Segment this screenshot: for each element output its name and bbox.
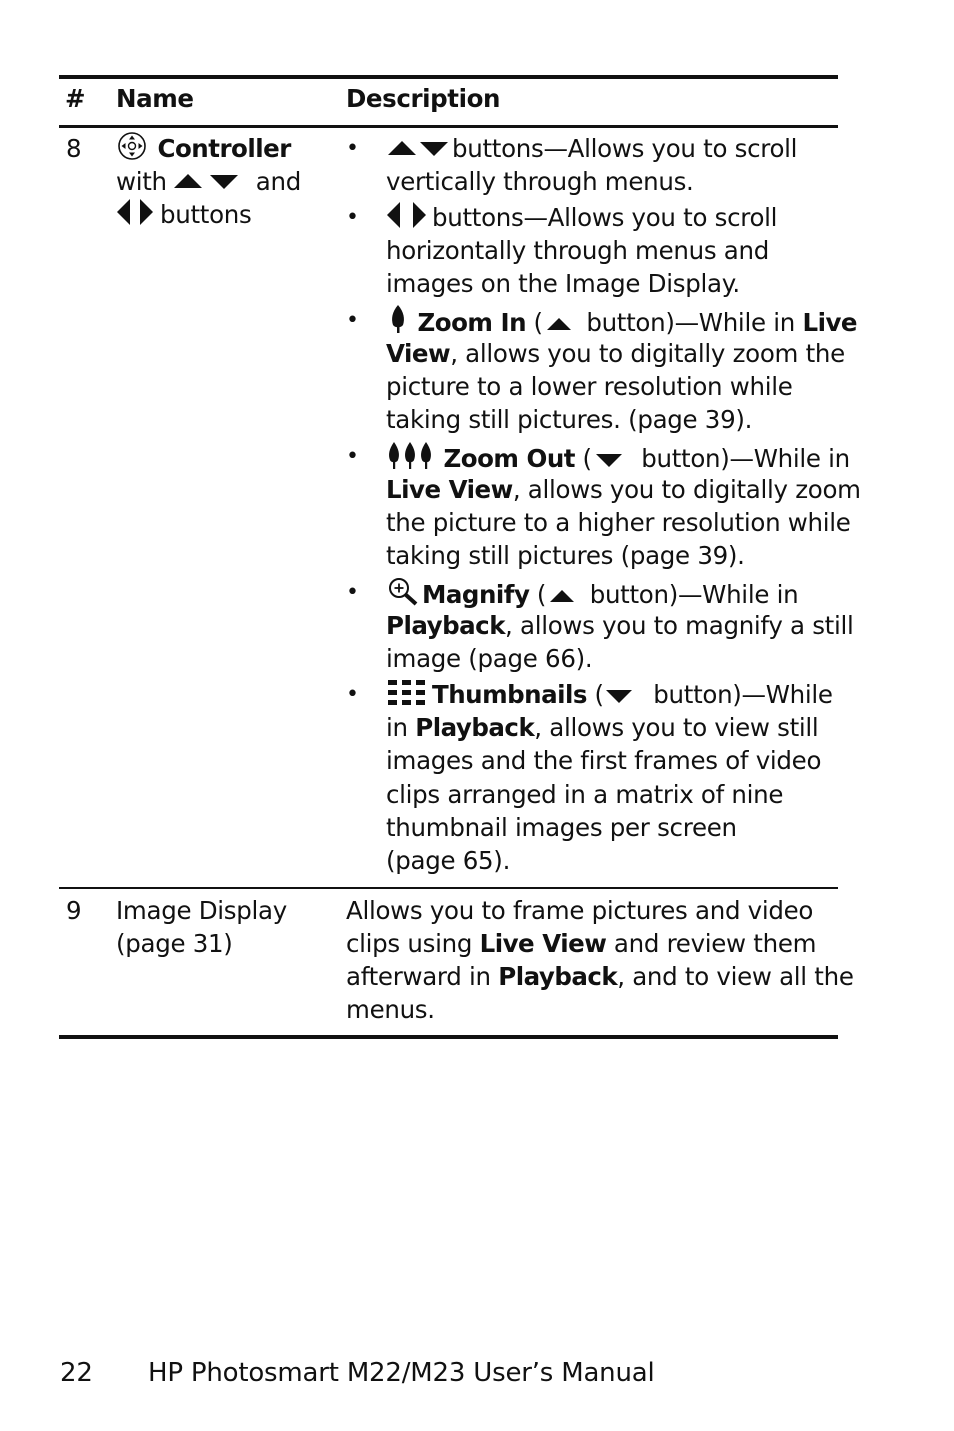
header-description: Description xyxy=(346,84,501,113)
row9-desc-line4: menus. xyxy=(346,995,435,1024)
row8-name-line3 xyxy=(116,198,251,231)
row9-desc-line3: afterward in Playback, and to view all the xyxy=(346,962,854,991)
down-arrow-icon xyxy=(604,686,646,706)
row8-name-line2 xyxy=(116,165,301,198)
thumbnails-label: Thumbnails xyxy=(432,680,588,709)
row9-number: 9 xyxy=(66,896,82,925)
zoom-out-label: Zoom Out xyxy=(443,444,575,473)
row8-name-line1 xyxy=(116,132,291,165)
bullet: • xyxy=(346,444,359,469)
bullet5-line3: image (page 66). xyxy=(386,644,593,673)
row9-desc-line2: clips using Live View and review them xyxy=(346,929,817,958)
up-down-arrows-icon xyxy=(174,171,248,193)
left-right-arrows-icon xyxy=(116,198,160,226)
down-arrow-icon xyxy=(210,175,238,189)
bullet: • xyxy=(346,682,359,707)
bullet: • xyxy=(346,136,359,161)
header-num: # xyxy=(65,84,86,113)
bullet: • xyxy=(346,580,359,605)
bullet5-line1: Magnify ( button)—While in xyxy=(386,576,798,611)
up-arrow-icon xyxy=(543,314,579,334)
bullet2-line2: horizontally through menus and xyxy=(386,236,769,265)
bullet1-line1: buttons—Allows you to scroll xyxy=(386,132,797,165)
row9-name-line2: (page 31) xyxy=(116,929,233,958)
bullet6-line6: (page 65). xyxy=(386,846,511,875)
table-top-rule xyxy=(59,75,838,79)
up-arrow-icon xyxy=(546,586,582,606)
with-text: with xyxy=(116,167,167,196)
bullet2-line1: buttons—Allows you to scroll xyxy=(386,201,777,234)
up-arrow-icon xyxy=(174,174,202,188)
bullet6-line5: thumbnail images per screen xyxy=(386,813,737,842)
bullet3-line2: View, allows you to digitally zoom the xyxy=(386,339,845,368)
row8-number: 8 xyxy=(66,134,82,163)
header-bottom-rule xyxy=(59,125,838,128)
bullet: • xyxy=(346,308,359,333)
controller-label: Controller xyxy=(157,134,291,163)
bullet5-line2: Playback, allows you to magnify a still xyxy=(386,611,854,640)
bullet6-line2: in Playback, allows you to view still xyxy=(386,713,819,742)
bullet3-line3: picture to a lower resolution while xyxy=(386,372,793,401)
bullet3-line4: taking still pictures. (page 39). xyxy=(386,405,753,434)
bullet4-line3: the picture to a higher resolution while xyxy=(386,508,851,537)
manual-title: HP Photosmart M22/M23 User’s Manual xyxy=(148,1358,655,1388)
bullet: • xyxy=(346,205,359,230)
table-bottom-rule xyxy=(59,1035,838,1039)
header-name: Name xyxy=(116,84,194,113)
bullet3-line1: Zoom In ( button)—While in Live xyxy=(386,304,857,339)
right-arrow-icon xyxy=(140,199,153,225)
bullet4-line1: Zoom Out ( button)—While in xyxy=(386,440,850,475)
page-number: 22 xyxy=(60,1358,93,1388)
magnify-icon xyxy=(386,576,422,606)
zoom-in-label: Zoom In xyxy=(417,308,527,337)
bullet4-line2: Live View, allows you to digitally zoom xyxy=(386,475,861,504)
bullet4-line4: taking still pictures (page 39). xyxy=(386,541,745,570)
magnify-label: Magnify xyxy=(422,580,530,609)
down-arrow-icon xyxy=(592,450,634,470)
bullet1-line2: vertically through menus. xyxy=(386,167,694,196)
bullet6-line4: clips arranged in a matrix of nine xyxy=(386,780,784,809)
buttons-text: buttons xyxy=(160,200,252,229)
thumbnails-grid-icon xyxy=(386,678,432,706)
bullet6-line3: images and the first frames of video xyxy=(386,746,822,775)
bullet2-line3: images on the Image Display. xyxy=(386,269,740,298)
left-arrow-icon xyxy=(117,199,130,225)
left-right-arrows-icon xyxy=(386,201,432,229)
zoom-in-tree-icon xyxy=(386,304,410,334)
up-down-arrows-icon xyxy=(386,138,452,160)
row-divider-rule xyxy=(59,887,838,889)
controller-icon xyxy=(116,132,150,160)
row9-name-line1: Image Display xyxy=(116,896,287,925)
bullet6-line1: Thumbnails ( button)—While xyxy=(386,678,833,711)
and-text: and xyxy=(255,167,301,196)
zoom-out-trees-icon xyxy=(386,440,436,470)
row9-desc-line1: Allows you to frame pictures and video xyxy=(346,896,814,925)
